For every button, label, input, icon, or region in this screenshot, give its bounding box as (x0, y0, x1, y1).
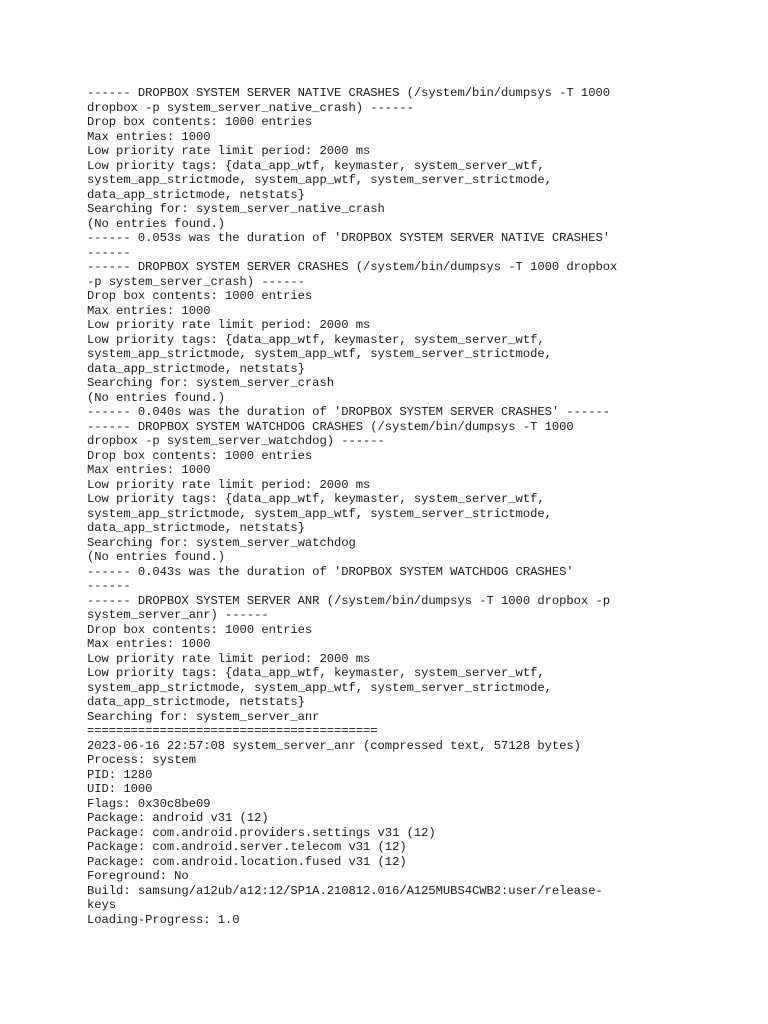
log-line: ------ DROPBOX SYSTEM SERVER CRASHES (/system/bin/dumpsys -T 1000 dropbox (87, 260, 618, 274)
log-line: (No entries found.) (87, 550, 226, 564)
log-line: Searching for: system_server_native_crash (87, 202, 385, 216)
log-line: 2023-06-16 22:57:08 system_server_anr (compressed text, 57128 bytes) (87, 738, 581, 753)
log-line: dropbox -p system_server_watchdog) ------ (87, 434, 385, 448)
log-line: (No entries found.) (87, 390, 226, 405)
log-line: Searching for: system_server_anr (87, 709, 320, 724)
log-line: Foreground: No (87, 869, 189, 883)
log-line: system_app_strictmode, system_app_wtf, system_server_strictmode, (87, 347, 552, 361)
log-line: ------ 0.053s was the duration of 'DROPBOX SYSTEM SERVER NATIVE CRASHES' (87, 231, 610, 245)
log-line: PID: 1280 (87, 767, 153, 782)
log-line: keys (87, 898, 117, 912)
log-line: ------ (87, 245, 131, 260)
log-line: Drop box contents: 1000 entries (87, 115, 313, 129)
log-line: system_app_strictmode, system_app_wtf, system_server_strictmode, (87, 506, 552, 521)
log-line: Low priority tags: {data_app_wtf, keymaster, system_server_wtf, (87, 158, 545, 173)
log-line: Low priority rate limit period: 2000 ms (87, 318, 371, 332)
log-line: data_app_strictmode, netstats} (87, 521, 305, 535)
log-line: Package: com.android.location.fused v31 (12) (87, 854, 407, 869)
log-line: ------ (87, 579, 131, 593)
log-line: Max entries: 1000 (87, 303, 211, 318)
log-line: Searching for: system_server_watchdog (87, 535, 356, 550)
log-line: Low priority tags: {data_app_wtf, keymaster, system_server_wtf, (87, 492, 545, 506)
log-line: system_server_anr) ------ (87, 608, 269, 622)
log-line: Low priority tags: {data_app_wtf, keymaster, system_server_wtf, (87, 332, 545, 347)
log-line: Flags: 0x30c8be09 (87, 796, 211, 811)
log-line: data_app_strictmode, netstats} (87, 361, 305, 376)
log-line: system_app_strictmode, system_app_wtf, system_server_strictmode, (87, 173, 552, 187)
log-line: Low priority rate limit period: 2000 ms (87, 144, 371, 158)
log-line: Package: com.android.providers.settings v31 (12) (87, 825, 436, 840)
log-line: Build: samsung/a12ub/a12:12/SP1A.210812.016/A125MUBS4CWB2:user/release- (87, 883, 603, 898)
log-line: Low priority rate limit period: 2000 ms (87, 477, 371, 492)
log-line: Max entries: 1000 (87, 129, 211, 144)
log-line: ------ DROPBOX SYSTEM SERVER ANR (/system/bin/dumpsys -T 1000 dropbox -p (87, 593, 610, 608)
log-line: dropbox -p system_server_native_crash) ------ (87, 100, 414, 115)
log-line: Drop box contents: 1000 entries (87, 448, 313, 463)
log-line: Package: com.android.server.telecom v31 (12) (87, 840, 407, 854)
log-line: ------ DROPBOX SYSTEM WATCHDOG CRASHES (/system/bin/dumpsys -T 1000 (87, 419, 574, 434)
log-line: Drop box contents: 1000 entries (87, 622, 313, 637)
log-line: data_app_strictmode, netstats} (87, 695, 305, 709)
log-line: Process: system (87, 753, 196, 767)
log-line: Max entries: 1000 (87, 463, 211, 477)
dumpsys-log-text (87, 86, 727, 927)
log-line: Package: android v31 (12) (87, 811, 269, 825)
log-line: system_app_strictmode, system_app_wtf, system_server_strictmode, (87, 680, 552, 695)
log-line: Low priority tags: {data_app_wtf, keymaster, system_server_wtf, (87, 666, 545, 680)
log-line: ======================================== (87, 724, 378, 738)
log-line: Loading-Progress: 1.0 (87, 912, 240, 927)
log-line: ------ 0.040s was the duration of 'DROPBOX SYSTEM SERVER CRASHES' ------ (87, 405, 610, 419)
log-line: ------ 0.043s was the duration of 'DROPBOX SYSTEM WATCHDOG CRASHES' (87, 564, 574, 579)
log-line: Low priority rate limit period: 2000 ms (87, 651, 371, 666)
log-line: UID: 1000 (87, 782, 153, 796)
log-line: Max entries: 1000 (87, 637, 211, 651)
log-line: Searching for: system_server_crash (87, 376, 334, 390)
log-line: -p system_server_crash) ------ (87, 274, 305, 289)
log-line: Drop box contents: 1000 entries (87, 289, 313, 303)
log-line: ------ DROPBOX SYSTEM SERVER NATIVE CRASHES (/system/bin/dumpsys -T 1000 (87, 86, 610, 100)
log-line: data_app_strictmode, netstats} (87, 187, 305, 202)
log-line: (No entries found.) (87, 216, 226, 231)
